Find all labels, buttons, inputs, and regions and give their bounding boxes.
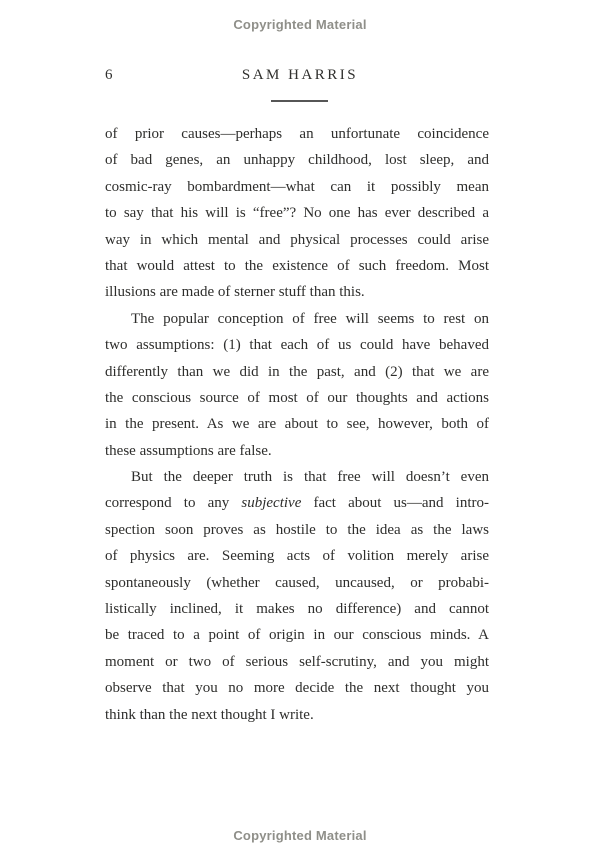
- text-line: The popular conception of free will seems to rest on: [131, 310, 489, 327]
- text-line: spontaneously (whether caused, uncaused, or probabi-: [105, 574, 489, 591]
- text-line: the conscious source of most of our thoughts and actions: [105, 389, 489, 406]
- copyright-notice-top: Copyrighted Material: [233, 17, 367, 32]
- text-line: of bad genes, an unhappy childhood, lost sleep, and: [105, 152, 489, 169]
- copyright-notice-bottom: Copyrighted Material: [233, 828, 367, 843]
- header-divider-rule: [271, 100, 328, 102]
- page-body: [105, 121, 489, 728]
- text-line: way in which mental and physical processes could arise: [105, 231, 489, 248]
- text-line: that would attest to the existence of such freedom. Most: [105, 257, 489, 274]
- text-line: two assumptions: (1) that each of us could have behaved: [105, 337, 489, 354]
- running-header-author: SAM HARRIS: [241, 67, 359, 83]
- text-line: be traced to a point of origin in our conscious minds. A: [105, 627, 489, 644]
- page-number: 6: [105, 67, 113, 83]
- text-line: spection soon proves as hostile to the idea as the laws: [105, 521, 489, 538]
- text-line: to say that his will is “free”? No one has ever described a: [105, 205, 489, 222]
- text-line: cosmic-ray bombardment—what can it possibly mean: [105, 178, 489, 195]
- text-line: listically inclined, it makes no difference) and cannot: [105, 601, 489, 618]
- text-line: these assumptions are false.: [105, 442, 272, 459]
- text-line: observe that you no more decide the next thought you: [105, 680, 489, 697]
- text-line: illusions are made of sterner stuff than this.: [105, 284, 365, 301]
- text-line: moment or two of serious self-scrutiny, and you might: [105, 653, 489, 670]
- text-line: But the deeper truth is that free will doesn’t even: [131, 469, 489, 486]
- text-line: of physics are. Seeming acts of volition merely arise: [105, 548, 489, 565]
- text-line: in the present. As we are about to see, however, both of: [105, 416, 489, 433]
- text-line: of prior causes—perhaps an unfortunate coincidence: [105, 126, 489, 142]
- text-line: think than the next thought I write.: [105, 706, 314, 723]
- text-line: correspond to any subjective fact about us—and intro-: [105, 495, 490, 512]
- text-line: differently than we did in the past, and (2) that we are: [105, 363, 489, 380]
- italic-text: subjective: [241, 495, 302, 512]
